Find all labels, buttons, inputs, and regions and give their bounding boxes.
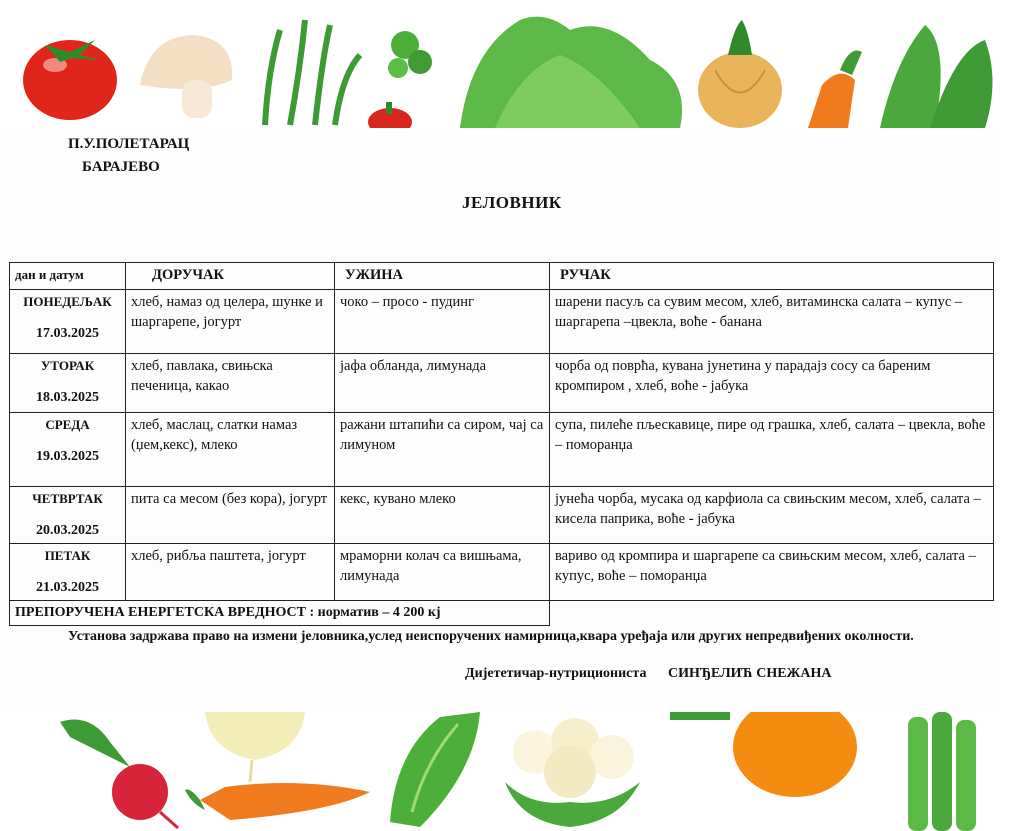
- snack-cell: ражани штапићи са сиром, чај са лимуном: [335, 413, 550, 487]
- turnip-icon: [205, 712, 305, 782]
- green-onion-icon: [265, 20, 360, 125]
- day-name: СРЕДА: [45, 417, 90, 432]
- table-row: [10, 487, 994, 544]
- energy-row: [10, 601, 994, 626]
- org-name: П.У.ПОЛЕТАРАЦ: [68, 136, 190, 152]
- day-cell: [10, 487, 126, 544]
- zucchini-icon: [390, 712, 480, 827]
- lunch-cell: јунећа чорба, мусака од карфиола са свињским месом, хлеб, салата – кисела паприка, воће - јабука: [550, 487, 994, 544]
- day-name: УТОРАК: [40, 358, 95, 373]
- day-name: ПЕТАК: [44, 548, 91, 563]
- breakfast-cell: пита са месом (без кора), јогурт: [126, 487, 335, 544]
- day-cell: [10, 354, 126, 413]
- pumpkin-icon: [670, 712, 857, 797]
- radish-icon: [60, 720, 178, 829]
- table-row: [10, 413, 994, 487]
- day-date: 18.03.2025: [36, 390, 99, 405]
- column-header-breakfast: ДОРУЧАК: [126, 263, 335, 290]
- column-header-day: дан и датум: [10, 263, 126, 290]
- signature-name: СИНЂЕЛИЋ СНЕЖАНА: [667, 666, 832, 681]
- breakfast-cell: хлеб, намаз од целера, шунке и шаргарепе, јогурт: [126, 290, 335, 354]
- carrot-icon: [808, 50, 862, 128]
- disclaimer-note: Установа задржава право на измени јеловника,услед неиспоручених намирница,квара уређаја или других непредвиђених околности.: [68, 629, 914, 644]
- lunch-cell: вариво од кромпира и шаргарепе са свињским месом, хлеб, салата – купус, воће – поморанџа: [550, 544, 994, 601]
- mushroom-icon: [140, 35, 232, 118]
- day-cell: [10, 413, 126, 487]
- column-header-lunch: РУЧАК: [550, 263, 994, 290]
- breakfast-cell: хлеб, павлака, свињска печеница, какао: [126, 354, 335, 413]
- energy-empty-cell: [550, 601, 994, 626]
- onion-icon: [698, 20, 782, 128]
- tomato-icon: [23, 40, 117, 120]
- asparagus-icon: [908, 712, 976, 831]
- parsley-icon: [388, 31, 432, 78]
- arugula-icon: [880, 25, 993, 128]
- org-location: БАРАЈЕВО: [82, 159, 160, 175]
- snack-cell: кекс, кувано млеко: [335, 487, 550, 544]
- snack-cell: мраморни колач са вишњама, лимунада: [335, 544, 550, 601]
- page-title: ЈЕЛОВНИК: [462, 193, 562, 212]
- lunch-cell: шарени пасуљ са сувим месом, хлеб, витаминска салата – купус –шаргарепа –цвекла, воће - банана: [550, 290, 994, 354]
- menu-table: [9, 262, 994, 626]
- day-date: 17.03.2025: [36, 326, 99, 341]
- breakfast-cell: хлеб, маслац, слатки намаз (џем,кекс), млеко: [126, 413, 335, 487]
- breakfast-cell: хлеб, рибља паштета, јогурт: [126, 544, 335, 601]
- table-row: [10, 290, 994, 354]
- top-vegetables: [0, 0, 1024, 130]
- carrot-icon: [185, 783, 370, 820]
- day-cell: [10, 544, 126, 601]
- day-date: 19.03.2025: [36, 449, 99, 464]
- day-name: ПОНЕДЕЉАК: [23, 294, 112, 309]
- day-date: 21.03.2025: [36, 580, 99, 595]
- snack-cell: чоко – просо - пудинг: [335, 290, 550, 354]
- lettuce-icon: [460, 17, 682, 128]
- table-row: [10, 354, 994, 413]
- table-header-row: [10, 263, 994, 290]
- day-date: 20.03.2025: [36, 523, 99, 538]
- column-header-snack: УЖИНА: [335, 263, 550, 290]
- snack-cell: јафа обланда, лимунада: [335, 354, 550, 413]
- lunch-cell: чорба од поврћа, кувана јунетина у парадајз сосу са бареним кромпиром , хлеб, воће - јабука: [550, 354, 994, 413]
- energy-value: ПРЕПОРУЧЕНА ЕНЕРГЕТСКА ВРЕДНОСТ : норматив – 4 200 кј: [10, 601, 550, 626]
- lunch-cell: супа, пилеће пљескавице, пире од грашка, хлеб, салата – цвекла, воће – поморанџа: [550, 413, 994, 487]
- signature: [465, 666, 832, 682]
- signature-role: Дијететичар-нутрициониста: [465, 666, 647, 681]
- bottom-vegetables: [0, 712, 1024, 831]
- red-pepper-icon: [368, 102, 412, 130]
- day-name: ЧЕТВРТАК: [32, 491, 103, 506]
- table-row: [10, 544, 994, 601]
- day-cell: [10, 290, 126, 354]
- cauliflower-icon: [505, 718, 640, 827]
